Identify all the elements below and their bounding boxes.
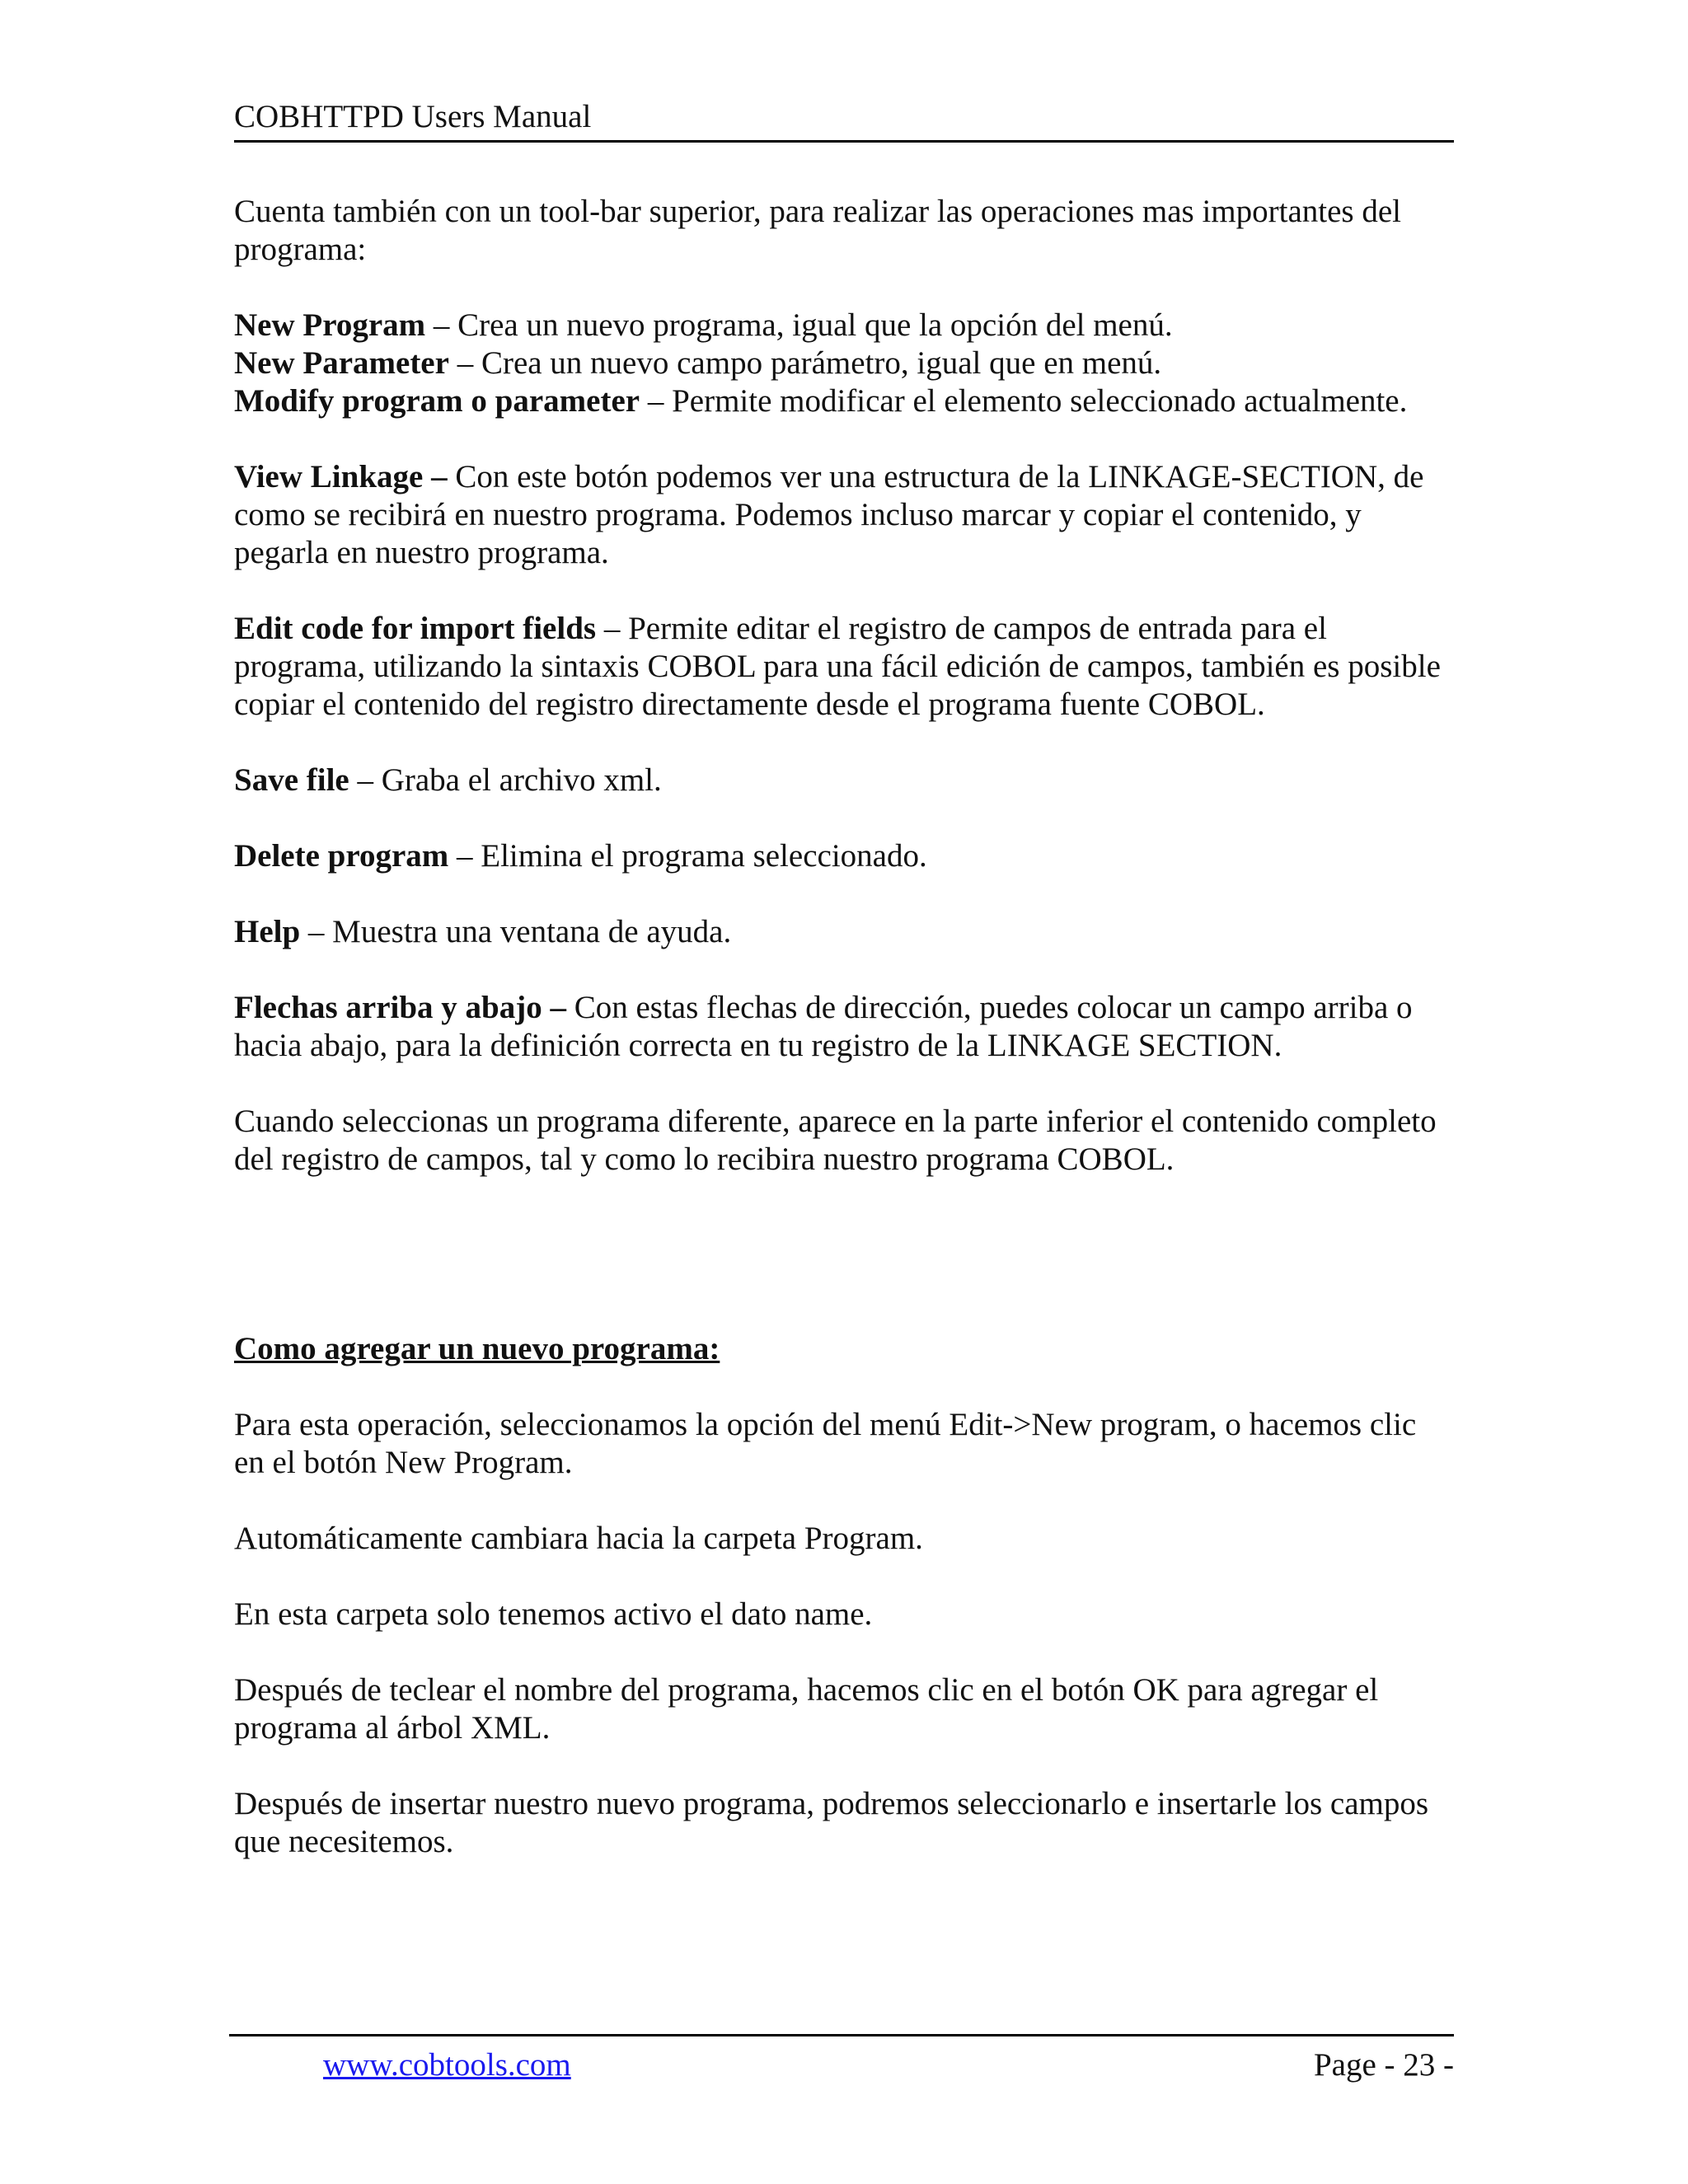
section-paragraph: Automáticamente cambiara hacia la carpeta Program. <box>234 1521 923 1556</box>
desc: Con estas flechas de dirección, puedes colocar un campo arriba o hacia abajo, para la definición correcta en tu registro de la LINKAGE SECTION. <box>234 990 1413 1063</box>
desc: – Permite editar el registro de campos de entrada para el programa, utilizando la sintaxis COBOL para una fácil edición de campos, también es posible copiar el contenido del registro directamente desde el programa fuente COBOL. <box>234 611 1441 722</box>
page-footer <box>229 2034 1454 2094</box>
item-save-file <box>234 762 1454 799</box>
section-heading: Como agregar un nuevo programa: <box>234 1331 720 1366</box>
intro-paragraph: Cuenta también con un tool-bar superior, para realizar las operaciones mas importantes del programa: <box>234 194 1401 267</box>
desc: – Graba el archivo xml. <box>349 762 662 798</box>
desc: – Crea un nuevo programa, igual que la opción del menú. <box>425 307 1173 343</box>
selection-note: Cuando seleccionas un programa diferente, aparece en la parte inferior el contenido completo del registro de campos, tal y como lo recibira nuestro programa COBOL. <box>234 1104 1437 1177</box>
term: Help <box>234 914 301 949</box>
item-delete-program <box>234 837 1454 875</box>
item-view-linkage <box>234 458 1454 572</box>
item-edit-code <box>234 610 1454 724</box>
term: Edit code for import fields <box>234 611 597 646</box>
document-title: COBHTTPD Users Manual <box>234 99 592 134</box>
page-content <box>234 193 1454 1899</box>
toolbar-item-new-parameter <box>234 344 1454 382</box>
desc: – Muestra una ventana de ayuda. <box>300 914 732 949</box>
section-paragraph: En esta carpeta solo tenemos activo el dato name. <box>234 1596 873 1632</box>
toolbar-items-block <box>234 307 1454 420</box>
term: Delete program <box>234 838 449 874</box>
toolbar-item-modify <box>234 382 1454 420</box>
item-arrows <box>234 989 1454 1065</box>
toolbar-item-new-program <box>234 307 1454 344</box>
term: New Program <box>234 307 426 343</box>
term: Save file <box>234 762 349 798</box>
term: Modify program o parameter <box>234 383 640 419</box>
page-header <box>234 96 1454 143</box>
page-number: Page - 23 - <box>1313 2047 1454 2083</box>
term: View Linkage – <box>234 459 448 494</box>
desc: Con este botón podemos ver una estructura de la LINKAGE-SECTION, de como se recibirá en nuestro programa. Podemos incluso marcar y copiar el contenido, y pegarla en nuestro programa. <box>234 459 1424 570</box>
desc: – Crea un nuevo campo parámetro, igual que en menú. <box>448 345 1162 381</box>
desc: – Elimina el programa seleccionado. <box>448 838 927 874</box>
term: New Parameter <box>234 345 449 381</box>
section-paragraph: Después de insertar nuestro nuevo programa, podremos seleccionarlo e insertarle los campos que necesitemos. <box>234 1786 1429 1859</box>
term: Flechas arriba y abajo – <box>234 990 566 1025</box>
section-paragraph: Para esta operación, seleccionamos la opción del menú Edit->New program, o hacemos clic en el botón New Program. <box>234 1407 1417 1480</box>
item-help <box>234 913 1454 951</box>
section-paragraph: Después de teclear el nombre del programa, hacemos clic en el botón OK para agregar el programa al árbol XML. <box>234 1672 1379 1746</box>
website-link[interactable]: www.cobtools.com <box>323 2047 571 2083</box>
desc: – Permite modificar el elemento seleccionado actualmente. <box>640 383 1408 419</box>
